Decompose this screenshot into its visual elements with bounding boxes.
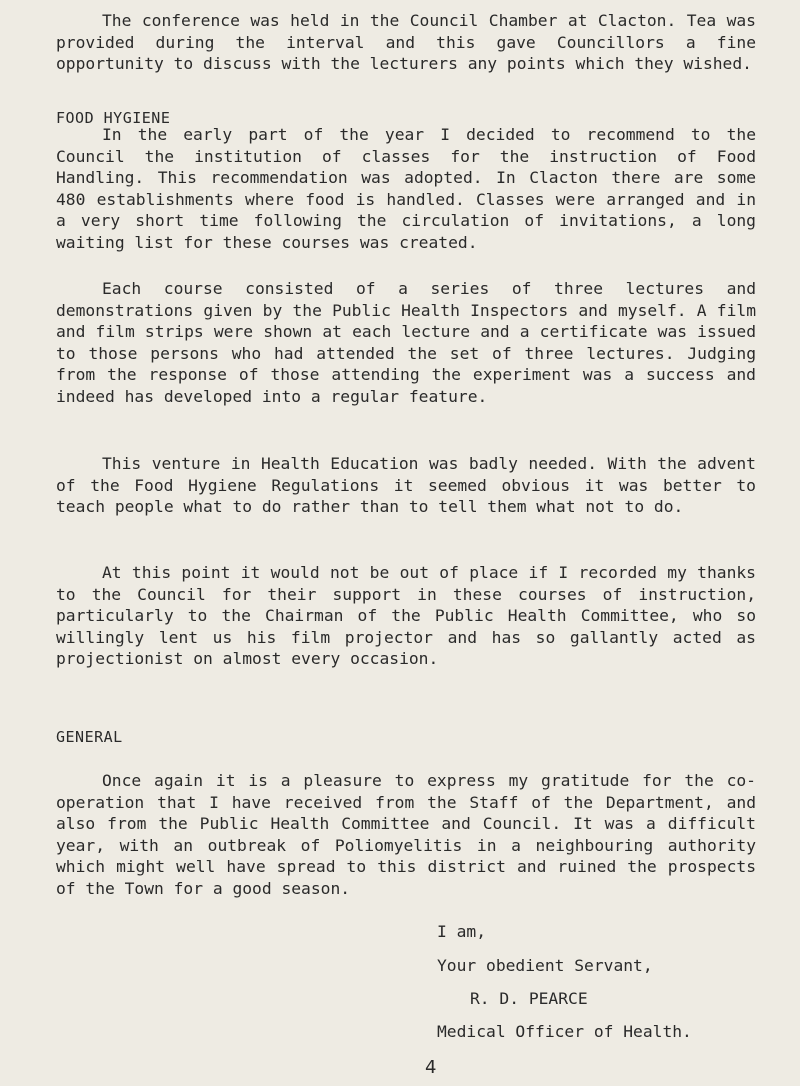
food-hygiene-heading: FOOD HYGIENE <box>56 109 171 127</box>
page-number: 4 <box>425 1057 437 1078</box>
closing-servant: Your obedient Servant, <box>437 956 653 975</box>
signatory-name: R. D. PEARCE <box>470 989 588 1008</box>
signatory-title: Medical Officer of Health. <box>437 1022 692 1041</box>
intro-paragraph: The conference was held in the Council Chamber at Clacton. Tea was provided during the interval and this gave Councillors a fine opportunity to discuss with the lecturers any points which they wished. <box>56 11 756 74</box>
food-hygiene-paragraph-4: At this point it would not be out of place if I recorded my thanks to the Council for their support in these courses of instruction, particularly to the Chairman of the Public Health Committee, who so willingly lent us his film projector and has so gallantly acted as projectionist on almost every occasion. <box>56 563 756 669</box>
general-paragraph: Once again it is a pleasure to express my gratitude for the co-operation that I have received from the Staff of the Department, and also from the Public Health Committee and Council. It was a difficult year, with an outbreak of Poliomyelitis in a neighbouring authority which might well have spread to this district and ruined the prospects of the Town for a good season. <box>56 771 756 898</box>
food-hygiene-paragraph-2: Each course consisted of a series of three lectures and demonstrations given by the Public Health Inspectors and myself. A film and film strips were shown at each lecture and a certificate was issued to those persons who had attended the set of three lectures. Judging from the response of those attending the experiment was a success and indeed has developed into a regular feature. <box>56 279 756 406</box>
general-heading: GENERAL <box>56 728 123 746</box>
food-hygiene-paragraph-1: In the early part of the year I decided to recommend to the Council the institution of classes for the instruction of Food Handling. This recommendation was adopted. In Clacton there are some 480 establishments where food is handled. Classes were arranged and in a very short time following the circulation of invitations, a long waiting list for these courses was created. <box>56 125 756 252</box>
closing-salutation: I am, <box>437 922 487 941</box>
food-hygiene-paragraph-3: This venture in Health Education was badly needed. With the advent of the Food Hygiene Regulations it seemed obvious it was better to teach people what to do rather than to tell them what not to do. <box>56 454 756 517</box>
